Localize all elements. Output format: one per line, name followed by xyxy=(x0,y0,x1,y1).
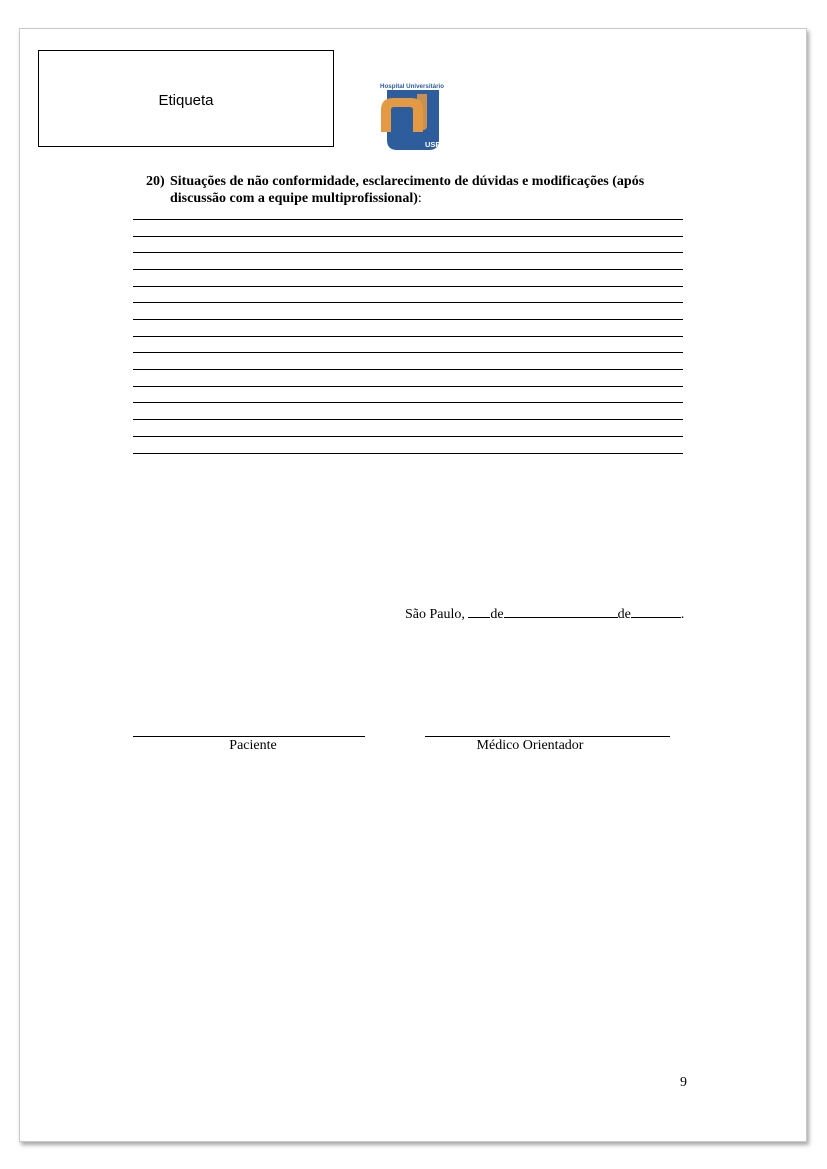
answer-line[interactable] xyxy=(133,302,683,303)
logo-top-text: Hospital Universitário xyxy=(380,83,444,90)
question-text-line2: discussão com a equipe multiprofissional) xyxy=(170,191,418,206)
date-de-1: de xyxy=(490,607,504,622)
answer-line[interactable] xyxy=(133,336,683,337)
doctor-label: Médico Orientador xyxy=(476,738,584,753)
date-line xyxy=(405,605,684,623)
answer-line[interactable] xyxy=(133,369,683,370)
doctor-signature-line[interactable] xyxy=(425,736,670,737)
answer-line[interactable] xyxy=(133,386,683,387)
question-number: 20) xyxy=(146,174,165,189)
answer-line[interactable] xyxy=(133,319,683,320)
answer-line[interactable] xyxy=(133,236,683,237)
year-blank[interactable] xyxy=(631,605,681,618)
page-number: 9 xyxy=(680,1075,687,1090)
answer-line[interactable] xyxy=(133,286,683,287)
hu-usp-logo xyxy=(377,80,447,154)
answer-line[interactable] xyxy=(133,352,683,353)
question-colon: : xyxy=(417,191,422,206)
date-de-2: de xyxy=(617,607,631,622)
answer-line[interactable] xyxy=(133,419,683,420)
question-20 xyxy=(146,173,689,207)
patient-label: Paciente xyxy=(229,738,277,753)
label-box xyxy=(38,50,334,147)
patient-signature-line[interactable] xyxy=(133,736,365,737)
month-blank[interactable] xyxy=(504,605,618,618)
answer-line[interactable] xyxy=(133,453,683,454)
logo-bottom-text: USP xyxy=(425,140,441,149)
answer-line[interactable] xyxy=(133,269,683,270)
answer-line[interactable] xyxy=(133,436,683,437)
date-end: . xyxy=(680,607,685,622)
date-city: São Paulo, xyxy=(405,607,465,622)
day-blank[interactable] xyxy=(468,605,490,618)
answer-line[interactable] xyxy=(133,252,683,253)
answer-line[interactable] xyxy=(133,402,683,403)
logo-inner-u xyxy=(417,94,427,130)
question-text-line1: Situações de não conformidade, esclarecimento de dúvidas e modificações (após xyxy=(170,174,645,189)
label-box-text: Etiqueta xyxy=(158,92,214,109)
answer-line[interactable] xyxy=(133,219,683,220)
